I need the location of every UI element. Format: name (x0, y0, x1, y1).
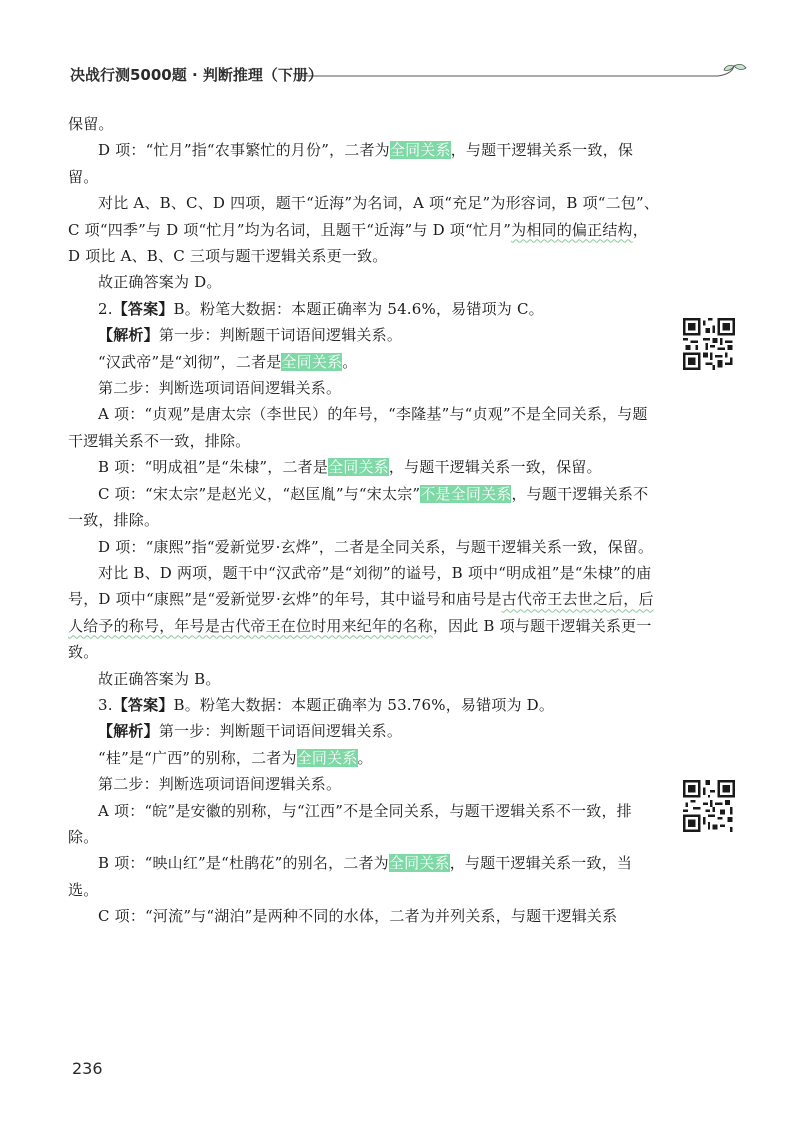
option-b: B 项：“明成祖”是“朱棣”，二者是全同关系，与题干逻辑关系一致，保留。 (98, 458, 602, 477)
paragraph: 对比 B、D 两项，题干中“汉武帝”是“刘彻”的谥号，B 项中“明成祖”是“朱棣”的庙号，D 项中“康熙”是“爱新觉罗·玄烨”的年号，其中谥号和庙号是古代帝王去世之后，后人给予的称号，年号是古代帝王在位时用来纪年的名称，因此 B 项与题干逻辑关系更一致。 (68, 563, 654, 662)
qr-code-icon[interactable] (683, 318, 735, 370)
analysis-line: 【解析】第一步：判断题干词语间逻辑关系。 (98, 722, 403, 741)
answer-line: 3.【答案】B。粉笔大数据：本题正确率为 53.76%，易错项为 D。 (98, 695, 555, 714)
option-a: A 项：“皖”是安徽的别称，与“江西”不是全同关系，与题干逻辑关系不一致，排除。 (68, 801, 632, 846)
paragraph: D 项：“忙月”指“农事繁忙的月份”，二者为全同关系，与题干逻辑关系一致，保留。 (68, 141, 634, 186)
answer-tag: 【答案】 (112, 695, 174, 714)
paragraph: 保留。 (68, 115, 114, 133)
option-c: C 项：“宋太宗”是赵光义，“赵匡胤”与“宋太宗”不是全同关系，与题干逻辑关系不一致，排除。 (68, 484, 649, 530)
wavy-underline: 为相同的偏正结构 (511, 220, 633, 239)
conclusion: 故正确答案为 B。 (98, 669, 221, 688)
paragraph: 第二步：判断选项词语间逻辑关系。 (98, 775, 342, 794)
wavy-underline: 古代帝王去世之后，后人给予的称号，年号是古代帝王在位时用来纪年的名称 (68, 590, 654, 635)
highlight: 全同关系 (281, 352, 343, 371)
leaf-icon (734, 64, 746, 69)
answer-tag: 【答案】 (112, 299, 174, 318)
page-number: 236 (72, 1059, 103, 1078)
highlight: 全同关系 (328, 458, 389, 477)
option-a: A 项：“贞观”是唐太宗（李世民）的年号，“李隆基”与“贞观”不是全同关系，与题干逻辑关系不一致，排除。 (68, 405, 648, 450)
running-header (70, 62, 750, 92)
option-d: D 项：“康熙”指“爱新觉罗·玄烨”，二者是全同关系，与题干逻辑关系一致，保留。 (98, 537, 654, 556)
option-b: B 项：“映山红”是“杜鹃花”的别名，二者为全同关系，与题干逻辑关系一致，当选。 (68, 854, 633, 899)
page-body (68, 111, 660, 930)
highlight: 全同关系 (389, 141, 451, 160)
analysis-tag: 【解析】 (98, 722, 159, 741)
book-title: 决战行测5000题 · 判断推理（下册） (70, 66, 323, 84)
conclusion: 故正确答案为 D。 (98, 273, 222, 292)
option-c: C 项：“河流”与“湖泊”是两种不同的水体，二者为并列关系，与题干逻辑关系 (98, 907, 618, 926)
paragraph: 对比 A、B、C、D 四项，题干“近海”为名词，A 项“充足”为形容词，B 项“二包”、C 项“四季”与 D 项“忙月”均为名词，且题干“近海”与 D 项“忙月”为相同的偏正结构，D 项比 A、B、C 三项与题干逻辑关系更一致。 (68, 194, 660, 266)
analysis-line: 【解析】第一步：判断题干词语间逻辑关系。 (98, 326, 403, 345)
paragraph: “汉武帝”是“刘彻”，二者是全同关系。 (98, 352, 358, 371)
qr-code-icon[interactable] (683, 780, 735, 832)
highlight: 全同关系 (388, 854, 450, 873)
paragraph: 第二步：判断选项词语间逻辑关系。 (98, 379, 342, 398)
highlight: 不是全同关系 (420, 484, 512, 503)
paragraph: “桂”是“广西”的别称，二者为全同关系。 (98, 748, 373, 767)
highlight: 全同关系 (296, 748, 358, 767)
analysis-tag: 【解析】 (98, 326, 159, 345)
answer-line: 2.【答案】B。粉笔大数据：本题正确率为 54.6%，易错项为 C。 (98, 299, 544, 318)
